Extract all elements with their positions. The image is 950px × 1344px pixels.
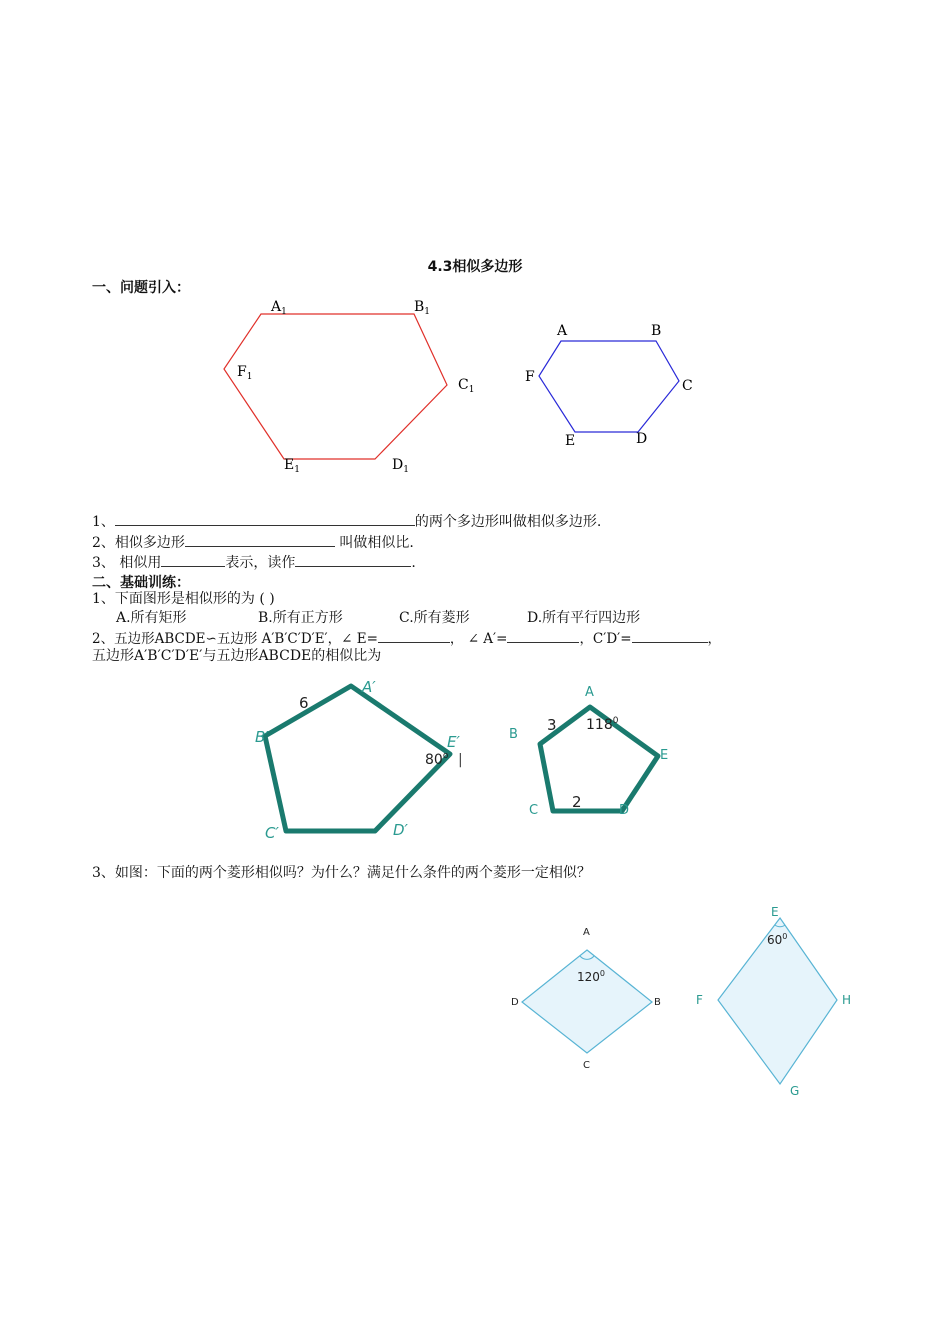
label-g: G [790,1084,800,1098]
rhombus-left [511,927,661,1071]
question-basic-2 [92,628,721,648]
section-heading-practice: 二、基础训练： [92,575,190,591]
angle-80: 80$^o$ [425,751,449,768]
b2-text-b: ， ∠ A′= [449,631,508,647]
b2-text-c: ，C′D′= [579,631,632,647]
question-basic-1-options [116,609,640,627]
label-c1: $C_1$ [458,377,475,395]
answer-blank[interactable] [507,628,579,643]
label-e1: $E_1$ [284,457,300,475]
label-d: D [636,431,648,447]
label-c: C [529,803,539,818]
q3-prefix: 3、 相似用 [92,555,162,571]
angle-60: $60^0$ [767,932,788,947]
answer-blank[interactable] [115,511,415,526]
answer-blank[interactable] [632,628,708,643]
label-a1: $A_1$ [271,299,287,317]
q3-suffix: . [411,555,416,571]
question-intro-1 [92,511,601,531]
label-b: B [654,997,661,1008]
label-c-prime: C′ [265,824,279,842]
rhombus-right [696,905,851,1098]
label-d: D [619,803,630,818]
label-f: F [696,993,703,1007]
label-e-prime: E′ [447,733,460,751]
label-d-prime: D′ [393,821,408,839]
label-d1: $D_1$ [392,457,409,475]
angle-118: $118^0$ [586,716,619,733]
label-f1: $F_1$ [237,364,253,382]
q3-middle: 表示，读作 [225,555,296,571]
option-a[interactable]: A.所有矩形 [116,610,187,626]
answer-blank[interactable] [161,552,225,567]
rhombus-left-shape [522,950,652,1053]
label-c: C [583,1060,590,1071]
side-length-6: 6 [299,694,309,712]
q1-prefix: 1、 [92,514,115,530]
label-e: E [660,748,669,763]
q1-suffix: 的两个多边形叫做相似多边形. [414,514,602,530]
pentagon-figures [0,670,950,850]
answer-blank[interactable] [295,552,411,567]
question-basic-3: 3、如图：下面的两个菱形相似吗？为什么？满足什么条件的两个菱形一定相似？ [92,865,591,881]
question-intro-2 [92,532,414,552]
question-intro-3 [92,552,416,572]
label-e: E [771,905,779,919]
option-d[interactable]: D.所有平行四边形 [527,610,641,626]
q2-prefix: 2、相似多边形 [92,535,185,551]
label-b: B [651,323,662,339]
label-f: F [525,369,535,385]
answer-blank[interactable] [185,532,335,547]
hexagon-small [525,323,693,449]
label-d: D [511,997,519,1008]
b2-text-a: 2、五边形ABCDE∽五边形 A′B′C′D′E′，∠ E= [92,631,378,647]
label-a: A [583,927,590,938]
side-length-3: 3 [547,716,557,734]
pentagon-left [255,678,463,842]
b2-text-d: ， [707,631,722,647]
hexagon-figures [0,0,950,490]
page-title: 4.3相似多边形 [427,259,523,275]
pentagon-right [509,685,668,818]
label-a: A [557,323,568,339]
label-b1: $B_1$ [414,299,431,317]
tick-mark: | [458,752,463,768]
label-a: A [585,685,594,700]
label-b-prime: B′ [255,728,269,746]
question-basic-2-line2: 五边形A′B′C′D′E′与五边形ABCDE的相似比为 [92,648,382,664]
label-h: H [842,993,852,1007]
option-c[interactable]: C.所有菱形 [399,610,470,626]
hexagon-large-shape [224,314,447,459]
hexagon-small-shape [539,341,679,432]
pentagon-left-shape [265,686,450,831]
label-c: C [682,378,693,394]
option-b[interactable]: B.所有正方形 [258,610,343,626]
q2-suffix: 叫做相似比. [334,535,414,551]
answer-blank[interactable] [378,628,450,643]
label-b: B [509,727,518,742]
label-e: E [565,433,576,449]
hexagon-large [224,299,474,475]
section-heading-intro: 一、问题引入： [92,280,190,296]
angle-120: $120^0$ [577,969,605,984]
label-a-prime: A′ [362,678,376,696]
question-basic-1: 1、下面图形是相似形的为 ( ) [92,591,275,607]
rhombus-figures [0,895,950,1105]
side-length-2: 2 [572,793,582,811]
